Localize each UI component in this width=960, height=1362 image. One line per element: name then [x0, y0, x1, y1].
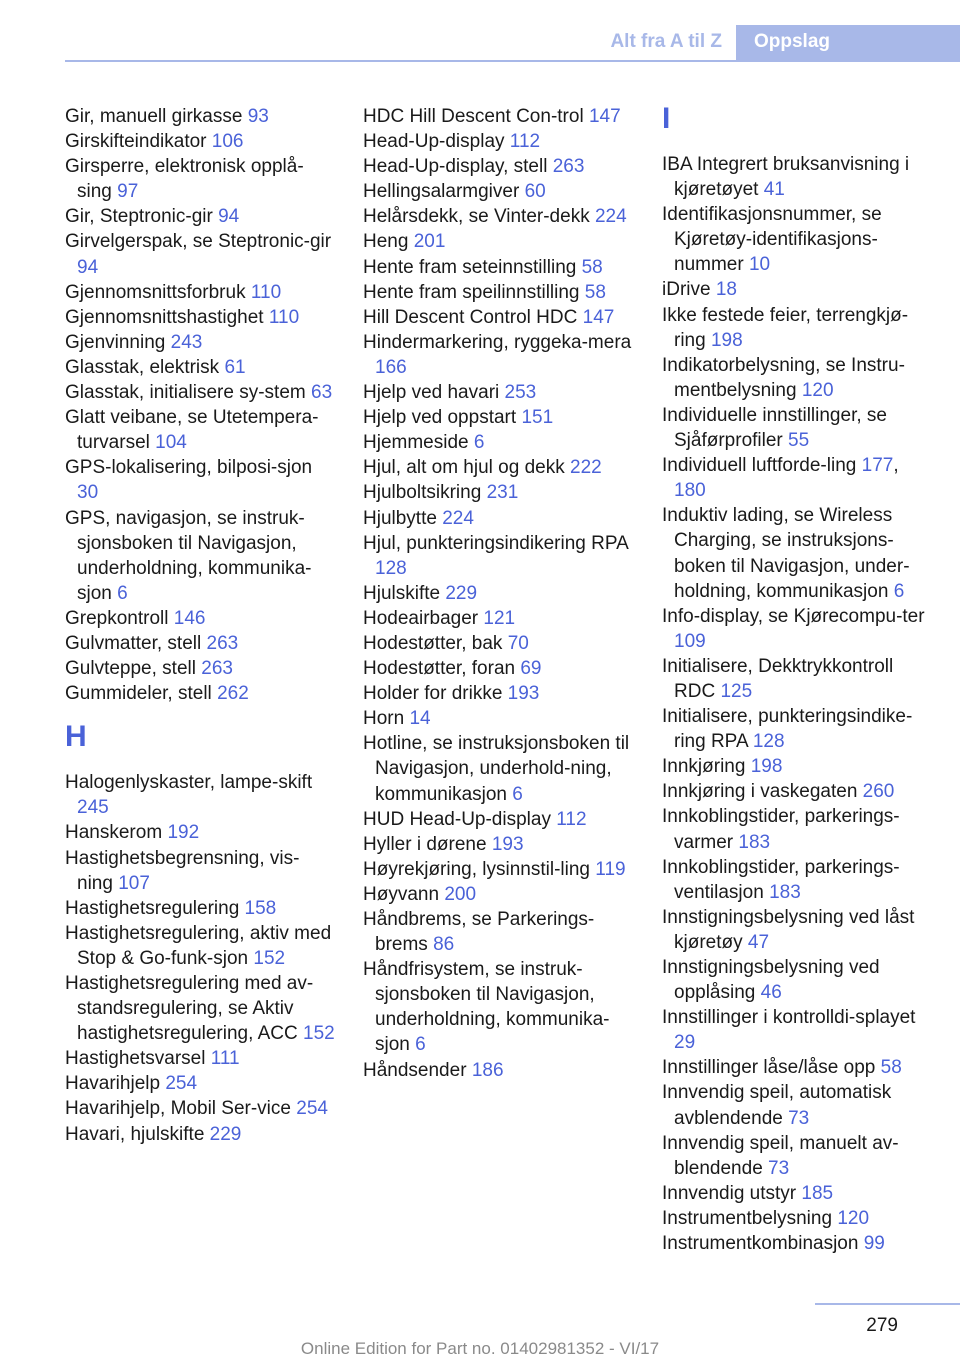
index-entry	[65, 380, 335, 405]
index-entry-text: Innstillinger i kontrolldi-splayet	[662, 1007, 916, 1029]
index-entry	[65, 820, 335, 845]
index-entry	[65, 921, 335, 971]
index-entry-text: Hjulbytte	[363, 507, 437, 529]
page-reference-link[interactable]: 104	[155, 432, 187, 454]
page-reference-link[interactable]: 18	[715, 279, 737, 301]
page-reference-link[interactable]: 110	[250, 281, 282, 303]
index-entry-text: IBA Integrert bruksanvisning i kjøretøyet	[662, 154, 910, 201]
index-entry	[363, 656, 633, 681]
index-entry-text: Innkoblingstider, parkerings-ventilasjon	[662, 856, 900, 903]
index-entry	[363, 1058, 633, 1083]
index-entry	[65, 280, 335, 305]
page-reference-link[interactable]: 41	[763, 179, 785, 201]
page-reference-link[interactable]: 147	[582, 306, 615, 328]
page-reference-link[interactable]: 128	[375, 557, 407, 579]
index-entry-text: HUD Head-Up-display	[363, 808, 551, 830]
page-number: 279	[866, 1315, 898, 1336]
index-entry	[65, 204, 335, 229]
page-reference-link[interactable]: 152	[303, 1023, 335, 1045]
index-entry	[363, 832, 633, 857]
index-entry-text: Girvelgerspak, se Steptronic-gir	[65, 231, 332, 253]
index-entry	[65, 770, 335, 820]
footer-rule	[815, 1303, 960, 1305]
index-entry	[65, 971, 335, 1046]
index-entry-text: Innvendig utstyr	[662, 1182, 797, 1204]
index-letter-heading: H	[65, 720, 87, 754]
index-entry	[363, 581, 633, 606]
page-reference-link[interactable]: 180	[674, 480, 706, 502]
page-reference-link[interactable]: 58	[584, 281, 606, 303]
index-entry	[363, 731, 633, 806]
index-entry-text: Hjul, alt om hjul og dekk	[363, 457, 565, 479]
index-entry	[363, 104, 633, 129]
index-entry-text: Gjennomsnittsforbruk	[65, 281, 246, 303]
index-entry-text: Innstillinger låse/låse opp	[662, 1057, 876, 1079]
page-reference-link[interactable]: 185	[801, 1182, 834, 1204]
index-entry-text: Holder for drikke	[363, 683, 503, 705]
page-reference-link[interactable]: 6	[473, 432, 485, 454]
index-entry-text: Havarihjelp	[65, 1073, 161, 1095]
page-reference-link[interactable]: 107	[118, 872, 150, 894]
index-entry-text: Hjelp ved oppstart	[363, 407, 517, 429]
page-reference-link[interactable]: 193	[507, 683, 540, 705]
page-reference-link[interactable]: 229	[445, 582, 478, 604]
page-reference-link[interactable]: 151	[521, 407, 554, 429]
index-entry-text: Hellingsalarmgiver	[363, 181, 520, 203]
page-reference-link[interactable]: 192	[167, 822, 200, 844]
index-entry-text: Hodestøtter, bak	[363, 632, 503, 654]
page-reference-link[interactable]: 229	[209, 1123, 242, 1145]
page-reference-link[interactable]: 263	[201, 658, 233, 680]
index-entry	[662, 1080, 932, 1130]
page-reference-link[interactable]: 111	[210, 1048, 240, 1070]
page-reference-link[interactable]: 110	[268, 306, 300, 328]
index-entry-text: Hastighetsregulering	[65, 897, 240, 919]
index-entry	[363, 857, 633, 882]
index-entry-text: Girskifteindikator	[65, 131, 207, 153]
page-reference-link[interactable]: 183	[738, 831, 771, 853]
section-title: Alt fra A til Z	[610, 31, 722, 52]
index-entry	[662, 855, 932, 905]
edition-footer: Online Edition for Part no. 01402981352 - VI/17	[300, 1339, 660, 1358]
index-entry-text: Innkoblingstider, parkerings-varmer	[662, 806, 900, 853]
index-entry	[65, 154, 335, 204]
page-reference-link[interactable]: 73	[788, 1107, 810, 1129]
index-entry-text: Identifikasjonsnummer, se Kjøretøy-identifikasjons-nummer	[662, 204, 882, 276]
index-entry	[363, 480, 633, 505]
index-entry	[662, 403, 932, 453]
index-entry-text: Hodeairbager	[363, 607, 479, 629]
index-entry-text: Hente fram speilinnstilling	[363, 281, 580, 303]
page-reference-link[interactable]: 245	[77, 797, 109, 819]
index-column-3	[662, 104, 932, 1256]
index-entry-text: Gjenvinning	[65, 331, 166, 353]
index-entry	[363, 606, 633, 631]
index-entry-text: Ikke festede feier, terrengkjø-ring	[662, 304, 909, 351]
index-entry-text: Gjennomsnittshastighet	[65, 306, 264, 328]
index-entry	[363, 681, 633, 706]
index-entry	[65, 606, 335, 631]
index-entry-text: Hjelp ved havari	[363, 382, 500, 404]
index-entry-text: Gulvmatter, stell	[65, 632, 202, 654]
index-entry-text: Glasstak, elektrisk	[65, 356, 220, 378]
index-entry-text: HDC Hill Descent Con-trol	[363, 106, 584, 127]
page-reference-link[interactable]: 166	[375, 356, 407, 378]
page-reference-link[interactable]: 69	[520, 658, 542, 680]
page-reference-link[interactable]: 262	[217, 683, 249, 705]
index-entry	[363, 506, 633, 531]
index-entry	[363, 957, 633, 1057]
index-entry	[662, 303, 932, 353]
index-entry-text: Innvendig speil, manuelt av-blendende	[662, 1132, 899, 1179]
index-entry	[662, 202, 932, 277]
page-reference-link[interactable]: 6	[893, 580, 905, 602]
index-entry	[65, 405, 335, 455]
page-reference-link[interactable]: 94	[77, 256, 99, 278]
index-entry	[65, 846, 335, 896]
index-entry	[65, 305, 335, 330]
index-entry-text: Innkjøring i vaskegaten	[662, 781, 858, 803]
page-reference-link[interactable]: 128	[752, 731, 785, 753]
page-reference-link[interactable]: 147	[588, 106, 621, 127]
index-entry-text: Høyvann	[363, 883, 440, 905]
index-entry	[662, 754, 932, 779]
page-reference-link[interactable]: 70	[507, 632, 529, 654]
index-entry-text: Instrumentkombinasjon	[662, 1233, 859, 1255]
index-entry-text: Induktiv lading, se Wireless Charging, se instruksjons-boken til Navigasjon, under-holdning, kommunikasjon	[662, 505, 910, 602]
index-entry	[363, 531, 633, 581]
index-entry	[65, 656, 335, 681]
index-entry	[363, 305, 633, 330]
index-entry-text: Hastighetsregulering, aktiv med Stop & Go-funk-sjon	[65, 922, 332, 969]
page-reference-link[interactable]: 86	[433, 934, 455, 956]
index-letter-heading: I	[662, 102, 671, 135]
section-tab: Oppslag	[736, 25, 960, 61]
index-entry	[65, 1096, 335, 1121]
page-reference-link[interactable]: 263	[206, 632, 239, 654]
index-entry-text: Girsperre, elektronisk opplå-sing	[65, 156, 304, 203]
index-entry	[662, 1131, 932, 1181]
index-entry	[65, 104, 335, 129]
page-header	[0, 25, 960, 61]
page-reference-link[interactable]: 97	[117, 181, 139, 203]
index-entry	[662, 704, 932, 754]
index-entry-text: Horn	[363, 708, 405, 730]
index-entry-text: Hente fram seteinnstilling	[363, 256, 577, 278]
index-entry	[363, 882, 633, 907]
index-entry-text: Gulvteppe, stell	[65, 658, 196, 680]
index-entry	[65, 631, 335, 656]
index-entry-text: Individuelle innstillinger, se Sjåførprofiler	[662, 404, 887, 452]
index-entry	[363, 455, 633, 480]
index-entry-text: Head-Up-display, stell	[363, 156, 548, 178]
index-entry	[662, 955, 932, 1005]
page-reference-link[interactable]: 146	[173, 607, 206, 629]
page-reference-link[interactable]: 119	[595, 858, 626, 880]
page-reference-link[interactable]: 254	[165, 1073, 198, 1095]
index-entry	[65, 1046, 335, 1071]
index-entry	[662, 1181, 932, 1206]
index-entry	[363, 204, 633, 229]
index-entry-text: Glasstak, initialisere sy-stem	[65, 382, 306, 404]
index-entry	[65, 1071, 335, 1096]
page-reference-link[interactable]: 201	[413, 231, 446, 253]
index-entry-text: Helårsdekk, se Vinter-dekk	[363, 206, 590, 228]
index-entry-text: GPS-lokalisering, bilposi-sjon	[65, 457, 313, 479]
index-column-2	[363, 104, 633, 1083]
index-entry	[662, 1231, 932, 1256]
index-entry	[662, 905, 932, 955]
index-entry-text: Gummideler, stell	[65, 683, 212, 705]
index-entry-text: Hjemmeside	[363, 432, 469, 454]
page-reference-link[interactable]: 29	[674, 1032, 696, 1054]
page-reference-link[interactable]: 253	[504, 382, 537, 404]
page-reference-link[interactable]: 30	[77, 482, 99, 504]
index-entry-text: Innkjøring	[662, 756, 746, 778]
index-entry-text: Hill Descent Control HDC	[363, 306, 578, 328]
page-reference-link[interactable]: 243	[170, 331, 203, 353]
index-entry-text: Glatt veibane, se Utetempera-turvarsel	[65, 407, 319, 454]
index-entry-text: Høyrekjøring, lysinnstil-ling	[363, 858, 590, 880]
page-reference-link[interactable]: 198	[750, 756, 783, 778]
page-reference-link[interactable]: 224	[594, 206, 627, 228]
index-entry	[662, 503, 932, 603]
index-entry-text: Hotline, se instruksjonsboken til Navigasjon, underhold-ning, kommunikasjon	[363, 733, 630, 805]
page-reference-link[interactable]: 46	[760, 982, 782, 1004]
index-entry-text: Innvendig speil, automatisk avblendende	[662, 1082, 892, 1129]
index-entry	[65, 681, 335, 706]
index-entry	[363, 330, 633, 380]
page-reference-link[interactable]: 6	[117, 582, 128, 604]
index-entry	[662, 654, 932, 704]
index-entry-text: Innstigningsbelysning ved låst kjøretøy	[662, 906, 915, 953]
page-reference-link[interactable]: 222	[570, 457, 602, 479]
page-reference-link[interactable]: 193	[491, 833, 524, 855]
page-reference-link[interactable]: 47	[747, 931, 770, 953]
index-entry-text: Havarihjelp, Mobil Ser-vice	[65, 1098, 291, 1120]
page-reference-link[interactable]: 112	[509, 131, 541, 153]
page-reference-link[interactable]: 55	[788, 430, 810, 452]
page-reference-link[interactable]: 6	[415, 1034, 426, 1056]
index-entry	[662, 779, 932, 804]
index-entry-text: Instrumentbelysning	[662, 1207, 833, 1229]
index-entry	[662, 604, 932, 654]
index-entry-text: Håndfrisystem, se instruk-sjonsboken til Navigasjon, underholdning, kommunika-sjon	[363, 959, 610, 1056]
page-reference-link[interactable]: 200	[444, 883, 477, 905]
page-reference-link[interactable]: 121	[483, 607, 516, 629]
index-entry: Individuell luftforde-ling 177, 180	[662, 455, 899, 502]
index-entry-text: Hindermarkering, ryggeka-mera	[363, 331, 632, 353]
page-reference-link[interactable]: 120	[801, 379, 834, 401]
index-entry-text: Info-display, se Kjørecompu-ter	[662, 605, 925, 627]
page-reference-link[interactable]: 14	[409, 708, 431, 730]
page-reference-link[interactable]: 198	[710, 329, 743, 351]
page-reference-link[interactable]: 112	[556, 808, 587, 830]
page-reference-link[interactable]: 125	[720, 680, 753, 702]
page-reference-link[interactable]: 10	[748, 254, 771, 276]
page-reference-link[interactable]: 61	[224, 356, 246, 378]
index-entry	[662, 1005, 932, 1055]
index-entry	[662, 277, 932, 302]
page-reference-link[interactable]: 6	[512, 783, 523, 805]
index-entry-text: Hastighetsbegrensning, vis-ning	[65, 847, 300, 894]
page-reference-link[interactable]: 93	[247, 106, 269, 127]
index-entry-text: Halogenlyskaster, lampe-skift	[65, 772, 313, 794]
index-entry	[363, 380, 633, 405]
page-reference-link[interactable]: 158	[244, 897, 277, 919]
index-entry	[662, 152, 932, 202]
index-entry-text: Hastighetsvarsel	[65, 1048, 206, 1070]
index-entry	[662, 1206, 932, 1231]
index-entry	[65, 330, 335, 355]
index-entry-text: Hastighetsregulering med av-standsregulering, se Aktiv hastighetsregulering, ACC	[65, 973, 314, 1045]
page-reference-link[interactable]: 120	[837, 1207, 870, 1229]
index-entry	[363, 907, 633, 957]
index-entry	[65, 896, 335, 921]
page-reference-link[interactable]: 263	[552, 156, 585, 178]
index-entry-text: Head-Up-display	[363, 131, 505, 153]
index-entry	[65, 506, 335, 606]
index-entry	[363, 229, 633, 254]
index-entry	[363, 430, 633, 455]
index-entry-text: Havari, hjulskifte	[65, 1123, 205, 1145]
index-entry-text: Initialisere, Dekktrykkontroll RDC	[662, 655, 894, 702]
index-entry-text: Heng	[363, 231, 409, 253]
page-reference-link[interactable]: 231	[486, 482, 519, 504]
page-reference-link[interactable]: 177	[861, 455, 894, 477]
index-entry-text: Håndsender	[363, 1059, 467, 1081]
index-entry-text: Håndbrems, se Parkerings-brems	[363, 909, 595, 956]
index-entry	[363, 631, 633, 656]
index-entry-text: Gir, manuell girkasse	[65, 106, 243, 127]
page-reference-link[interactable]: 73	[768, 1157, 790, 1179]
index-entry-text: GPS, navigasjon, se instruk-sjonsboken til Navigasjon, underholdning, kommunika-sjon	[65, 507, 312, 604]
page-reference-link[interactable]: 224	[442, 507, 474, 529]
index-entry	[662, 804, 932, 854]
index-entry	[363, 255, 633, 280]
index-entry	[363, 179, 633, 204]
index-entry	[662, 1055, 932, 1080]
page-reference-link[interactable]: 60	[524, 181, 546, 203]
page-reference-link[interactable]: 58	[581, 256, 603, 278]
index-entry	[65, 229, 335, 279]
page-reference-link[interactable]: 94	[218, 206, 240, 228]
page-reference-link[interactable]: 99	[863, 1233, 885, 1255]
page-reference-link[interactable]: 58	[880, 1057, 902, 1079]
index-entry-text: Indikatorbelysning, se Instru-mentbelysning	[662, 354, 905, 401]
index-entry-text: Hanskerom	[65, 822, 163, 844]
page-reference-link[interactable]: 186	[471, 1059, 504, 1081]
index-entry	[65, 1122, 335, 1147]
page-reference-link[interactable]: 254	[296, 1098, 328, 1120]
index-entry-text: iDrive	[662, 279, 711, 301]
index-entry-text: Hjulboltsikring	[363, 482, 482, 504]
page-reference-link[interactable]: 63	[311, 382, 333, 404]
index-entry-text: Individuell luftforde-ling	[662, 455, 857, 477]
index-entry	[65, 355, 335, 380]
index-entry-text: Hjulskifte	[363, 582, 441, 604]
index-entry	[363, 405, 633, 430]
index-column-1	[65, 104, 335, 1147]
index-entry	[662, 353, 932, 403]
index-entry	[363, 807, 633, 832]
index-entry-text: Hjul, punkteringsindikering RPA	[363, 532, 628, 554]
index-entry	[363, 154, 633, 179]
index-entry-text: Hyller i dørene	[363, 833, 487, 855]
index-entry-text: Initialisere, punkteringsindike-ring RPA	[662, 706, 913, 753]
index-entry-text: Gir, Steptronic-gir	[65, 206, 213, 228]
index-entry	[363, 129, 633, 154]
index-entry	[363, 706, 633, 731]
index-entry	[65, 455, 335, 505]
page-reference-link[interactable]: 183	[769, 881, 801, 903]
page-reference-link[interactable]: 260	[862, 781, 895, 803]
index-entry-text: Grepkontroll	[65, 607, 169, 629]
page-reference-link[interactable]: 109	[674, 630, 706, 652]
index-entry	[65, 129, 335, 154]
index-entry-text: Innstigningsbelysning ved opplåsing	[662, 957, 880, 1004]
page-reference-link[interactable]: 106	[211, 131, 244, 153]
page-reference-link[interactable]: 152	[253, 947, 286, 969]
index-entry	[363, 280, 633, 305]
index-entry-text: Hodestøtter, foran	[363, 658, 516, 680]
